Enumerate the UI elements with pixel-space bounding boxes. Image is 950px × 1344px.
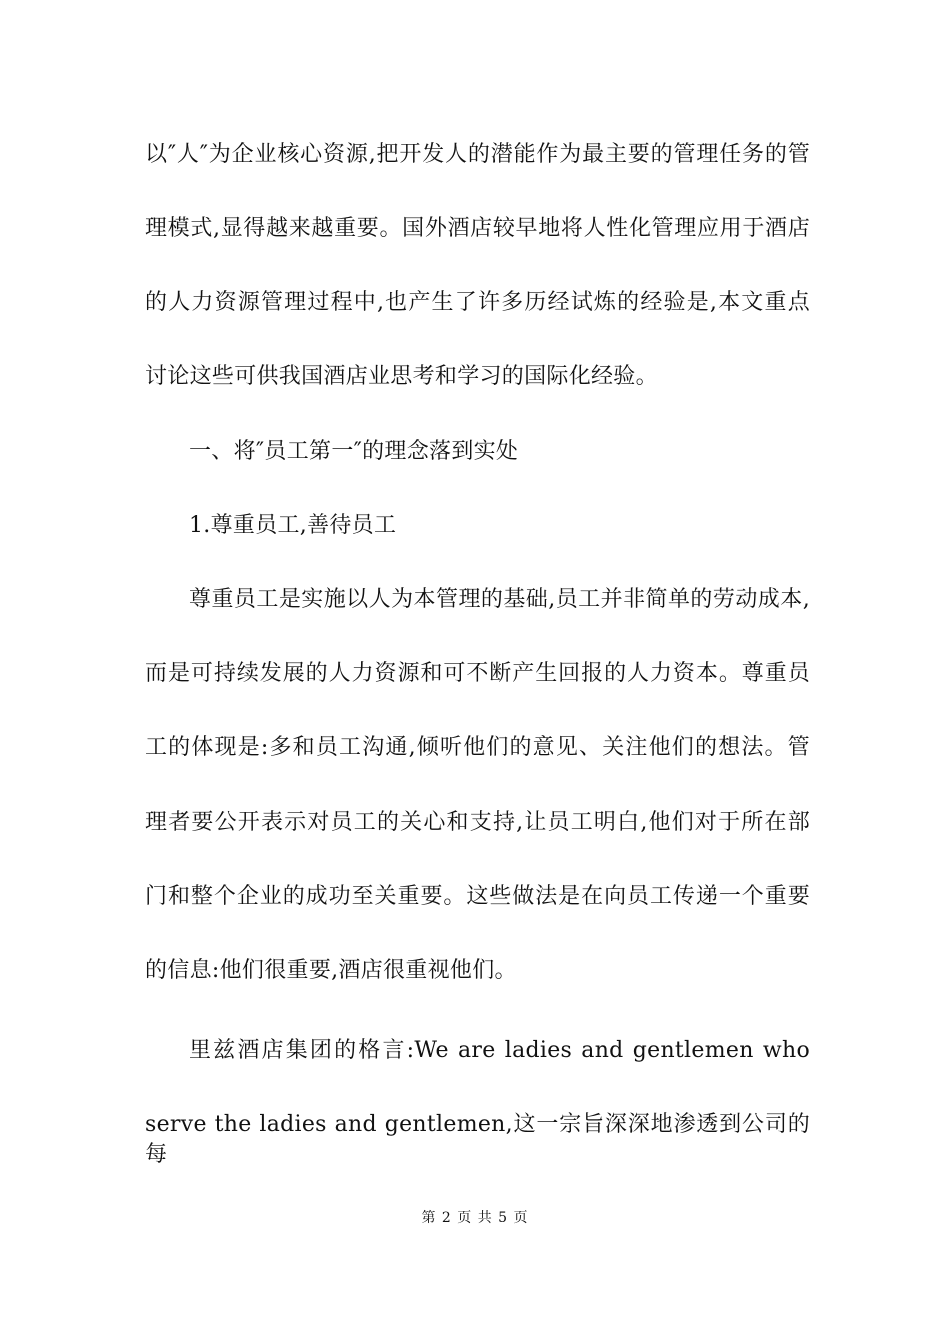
footer-middle: 页 共	[457, 1210, 493, 1226]
intro-line-1: 以″人″为企业核心资源,把开发人的潜能作为最主要的管理任务的管	[145, 142, 810, 167]
footer-prefix: 第	[421, 1210, 437, 1226]
intro-line-3: 的人力资源管理过程中,也产生了许多历经试炼的经验是,本文重点	[145, 290, 810, 315]
page-footer	[0, 1208, 950, 1228]
ritz-line-2: serve the ladies and gentlemen,这一宗旨深深地渗透到公司的每	[145, 1112, 810, 1167]
ritz-line-1: 里兹酒店集团的格言:We are ladies and gentlemen who	[189, 1038, 810, 1063]
footer-total-pages: 5	[498, 1210, 509, 1226]
intro-line-4: 讨论这些可供我国酒店业思考和学习的国际化经验。	[145, 364, 658, 389]
section-heading: 一、将″员工第一″的理念落到实处	[189, 439, 519, 464]
respect-line-1: 尊重员工是实施以人为本管理的基础,员工并非简单的劳动成本,	[189, 587, 810, 612]
respect-line-4: 理者要公开表示对员工的关心和支持,让员工明白,他们对于所在部	[145, 810, 810, 835]
footer-current-page: 2	[441, 1210, 452, 1226]
footer-suffix: 页	[513, 1210, 529, 1226]
subsection-heading: 1.尊重员工,善待员工	[189, 513, 397, 538]
respect-line-5: 门和整个企业的成功至关重要。这些做法是在向员工传递一个重要	[145, 884, 810, 909]
respect-line-3: 工的体现是:多和员工沟通,倾听他们的意见、关注他们的想法。管	[145, 735, 810, 760]
respect-line-2: 而是可持续发展的人力资源和可不断产生回报的人力资本。尊重员	[145, 661, 810, 686]
intro-line-2: 理模式,显得越来越重要。国外酒店较早地将人性化管理应用于酒店	[145, 216, 810, 241]
respect-line-6: 的信息:他们很重要,酒店很重视他们。	[145, 958, 517, 983]
